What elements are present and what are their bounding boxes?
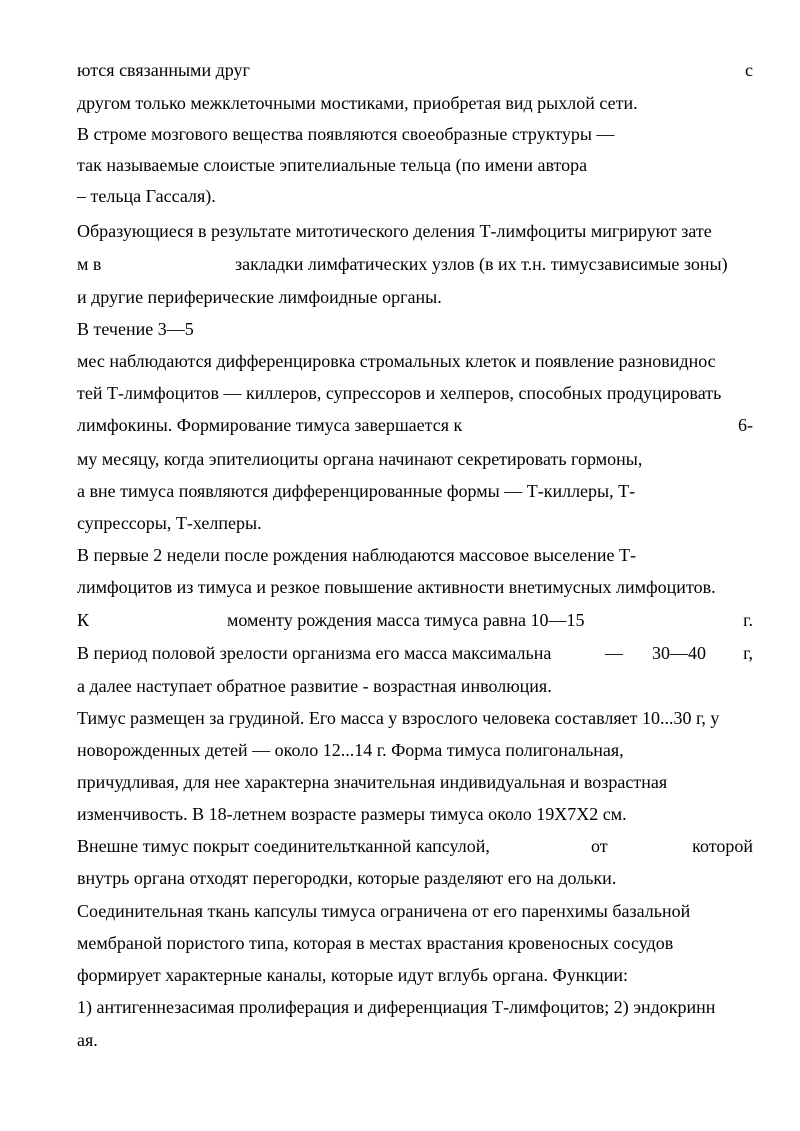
text-line: супрессоры, Т-хелперы. [77, 513, 262, 533]
text-line: внутрь органа отходят перегородки, которые разделяют его на дольки. [77, 868, 617, 888]
text-fragment: 30—40 [652, 643, 706, 663]
text-line [77, 637, 753, 670]
text-line: ая. [77, 1030, 98, 1050]
text-fragment: от [591, 836, 608, 856]
text-line [77, 248, 753, 281]
text-fragment: Внешне тимус покрыт соединительтканной капсулой, [77, 836, 490, 856]
text-line: В течение 3—5 [77, 319, 194, 339]
text-fragment: с [745, 60, 753, 80]
text-line: лимфоцитов из тимуса и резкое повышение активности внетимусных лимфоцитов. [77, 577, 716, 597]
text-line: изменчивость. В 18-летнем возрасте размеры тимуса около 19Х7Х2 см. [77, 804, 627, 824]
text-line: мес наблюдаются дифференцировка стромальных клеток и появление разновиднос [77, 351, 716, 371]
text-fragment: м в [77, 254, 102, 274]
text-line: новорожденных детей — около 12...14 г. Форма тимуса полигональная, [77, 740, 624, 760]
text-fragment: г. [743, 610, 753, 630]
text-line: В строме мозгового вещества появляются своеобразные структуры — [77, 124, 615, 144]
text-fragment: которой [692, 836, 753, 856]
text-line [77, 409, 753, 442]
text-fragment: закладки лимфатических узлов (в их т.н. тимусзависимые зоны) [235, 254, 728, 274]
text-fragment: лимфокины. Формирование тимуса завершается к [77, 415, 463, 435]
text-line: 1) антигеннезасимая пролиферация и диференциация Т-лимфоцитов; 2) эндокринн [77, 997, 716, 1017]
text-line: а вне тимуса появляются дифференцированные формы — Т-киллеры, Т- [77, 481, 636, 501]
text-fragment: 6- [738, 415, 753, 435]
text-line [77, 604, 753, 637]
text-line: Тимус размещен за грудиной. Его масса у взрослого человека составляет 10...30 г, у [77, 708, 720, 728]
text-line: мембраной пористого типа, которая в местах врастания кровеносных сосудов [77, 933, 674, 953]
text-fragment: К [77, 610, 90, 630]
text-fragment: — [605, 643, 623, 663]
text-line: Образующиеся в результате митотического деления Т-лимфоциты мигрируют зате [77, 221, 712, 241]
text-fragment: В период половой зрелости организма его масса максимальна [77, 643, 552, 663]
text-line: му месяцу, когда эпителиоциты органа начинают секретировать гормоны, [77, 449, 643, 469]
text-line: а далее наступает обратное развитие - возрастная инволюция. [77, 676, 552, 696]
text-line: и другие периферические лимфоидные органы. [77, 287, 442, 307]
text-line: формирует характерные каналы, которые идут вглубь органа. Функции: [77, 965, 628, 985]
text-line: тей Т-лимфоцитов — киллеров, супрессоров и хелперов, способных продуцировать [77, 383, 722, 403]
text-fragment: г, [743, 643, 753, 663]
text-line: причудливая, для нее характерна значительная индивидуальная и возрастная [77, 772, 668, 792]
text-fragment: ются связанными друг [77, 60, 250, 80]
text-line: так называемые слоистые эпителиальные тельца (по имени автора [77, 155, 588, 175]
text-line: В первые 2 недели после рождения наблюдаются массовое выселение Т- [77, 545, 636, 565]
text-line [77, 54, 753, 87]
text-line: – тельца Гассаля). [77, 186, 216, 206]
text-line: другом только межклеточными мостиками, приобретая вид рыхлой сети. [77, 93, 638, 113]
text-fragment: моменту рождения масса тимуса равна 10—15 [227, 610, 585, 630]
text-line [77, 830, 753, 863]
text-line: Соединительная ткань капсулы тимуса ограничена от его паренхимы базальной [77, 901, 691, 921]
